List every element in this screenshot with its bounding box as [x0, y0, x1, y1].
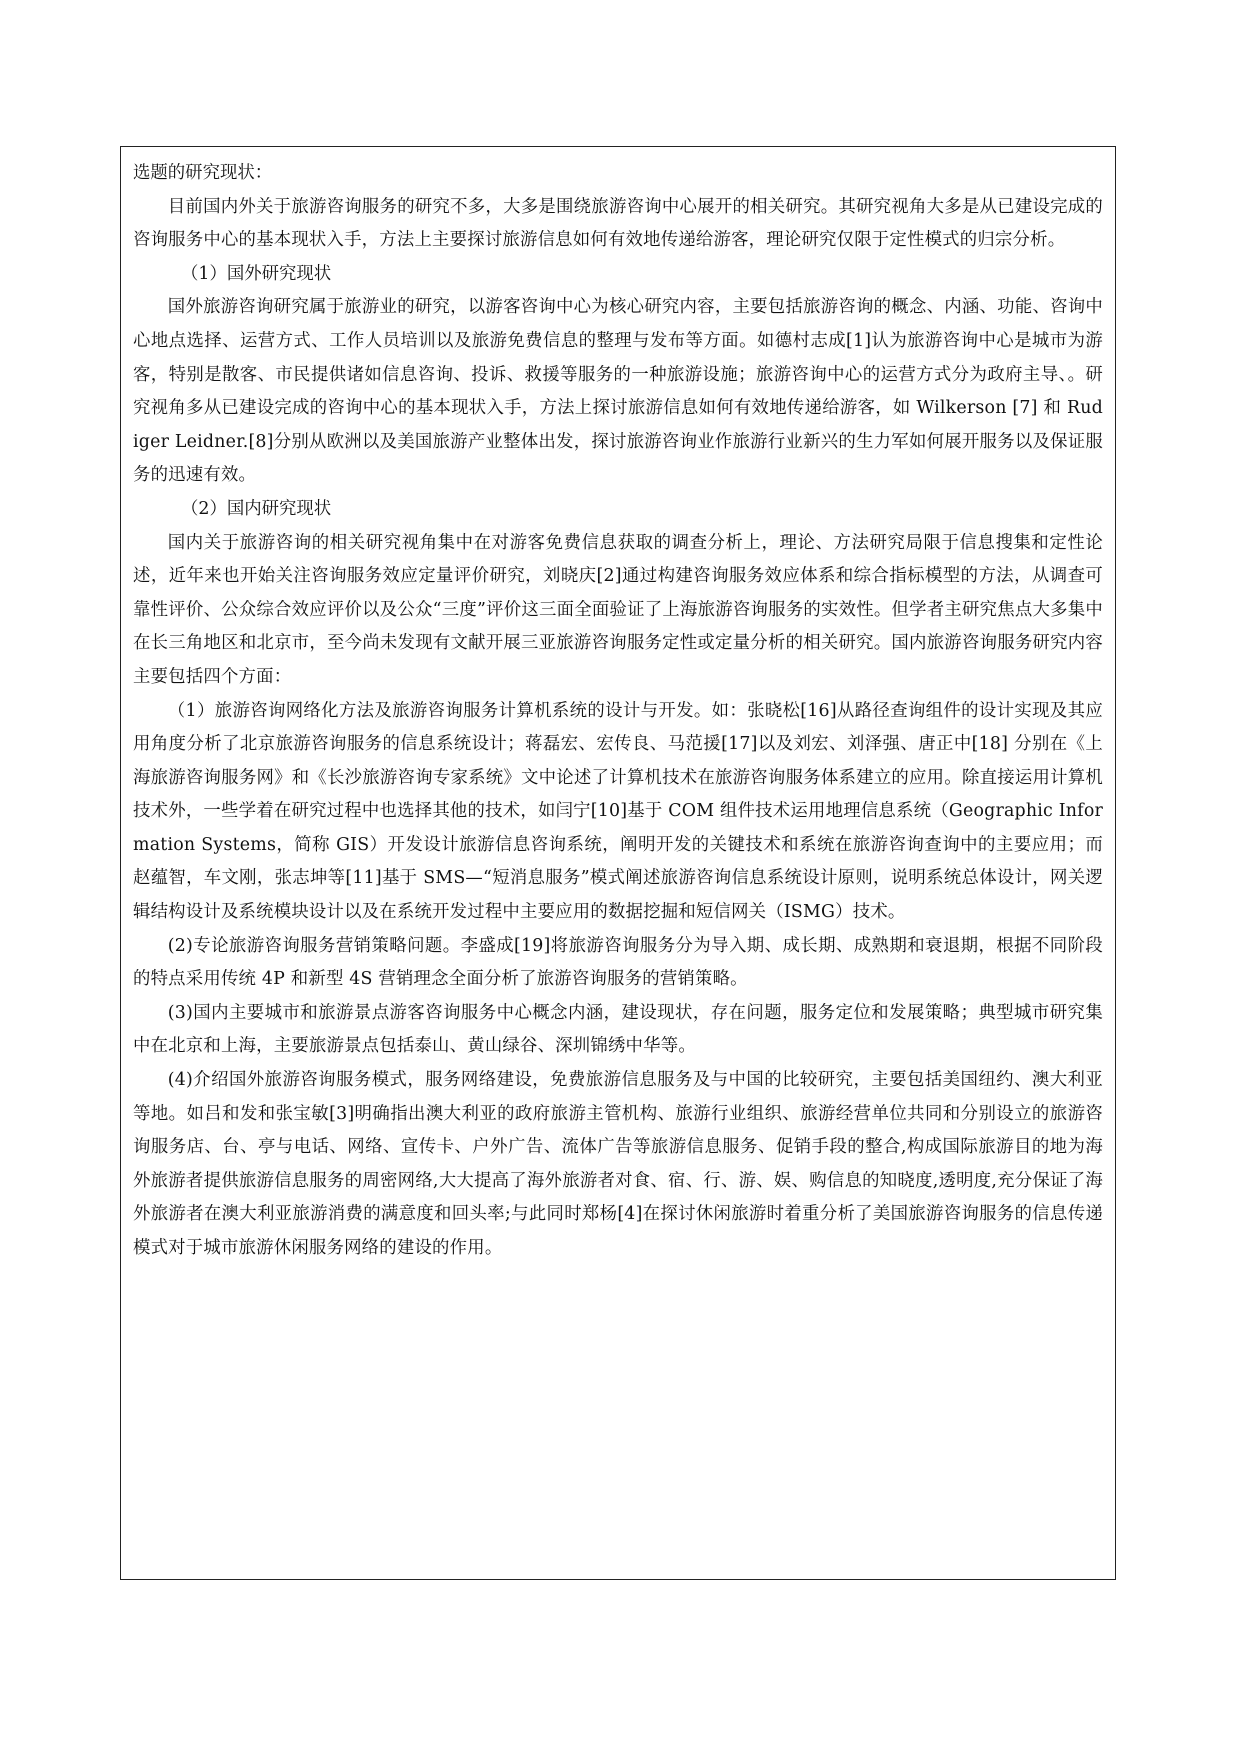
domestic-research-paragraph: 国内关于旅游咨询的相关研究视角集中在对游客免费信息获取的调查分析上，理论、方法研究局限于信息搜集和定性论述，近年来也开始关注咨询服务效应定量评价研究，刘晓庆[2]通过构建咨询服务效应体系和综合指标模型的方法，从调查可靠性评价、公众综合效应评价以及公众“三度”评价这三面全面验证了上海旅游咨询服务的实效性。但学者主研究焦点大多集中在长三角地区和北京市，至今尚未发现有文献开展三亚旅游咨询服务定性或定量分析的相关研究。国内旅游咨询服务研究内容主要包括四个方面：	[133, 532, 1103, 687]
domestic-item-2: (2)专论旅游咨询服务营销策略问题。李盛成[19]将旅游咨询服务分为导入期、成长期、成熟期和衰退期，根据不同阶段的特点采用传统 4P 和新型 4S 营销理念全面分析了旅游咨询服务的营销策略。	[133, 935, 1103, 990]
domestic-research-heading: （2）国内研究现状	[181, 498, 332, 519]
research-status-table-cell	[120, 146, 1116, 1580]
domestic-item-3: (3)国内主要城市和旅游景点游客咨询服务中心概念内涵，建设现状，存在问题，服务定位和发展策略；典型城市研究集中在北京和上海，主要旅游景点包括泰山、黄山绿谷、深圳锦绣中华等。	[133, 1002, 1103, 1057]
section-label: 选题的研究现状：	[133, 163, 273, 183]
intro-paragraph: 目前国内外关于旅游咨询服务的研究不多，大多是围绕旅游咨询中心展开的相关研究。其研究视角大多是从已建设完成的咨询服务中心的基本现状入手，方法上主要探讨旅游信息如何有效地传递给游客，理论研究仅限于定性模式的归宗分析。	[133, 196, 1103, 251]
domestic-item-4: (4)介绍国外旅游咨询服务模式，服务网络建设，免费旅游信息服务及与中国的比较研究，主要包括美国纽约、澳大利亚等地。如吕和发和张宝敏[3]明确指出澳大利亚的政府旅游主管机构、旅游行业组织、旅游经营单位共同和分别设立的旅游咨询服务店、台、亭与电话、网络、宣传卡、户外广告、流体广告等旅游信息服务、促销手段的整合,构成国际旅游目的地为海外旅游者提供旅游信息服务的周密网络,大大提高了海外旅游者对食、宿、行、游、娱、购信息的知晓度,透明度,充分保证了海外旅游者在澳大利亚旅游消费的满意度和回头率;与此同时郑杨[4]在探讨休闲旅游时着重分析了美国旅游咨询服务的信息传递模式对于城市旅游休闲服务网络的建设的作用。	[133, 1070, 1103, 1258]
domestic-item-1: （1）旅游咨询网络化方法及旅游咨询服务计算机系统的设计与开发。如：张晓松[16]从路径查询组件的设计实现及其应用角度分析了北京旅游咨询服务的信息系统设计；蒋磊宏、宏传良、马范援[17]以及刘宏、刘泽强、唐正中[18] 分别在《上海旅游咨询服务网》和《长沙旅游咨询专家系统》文中论述了计算机技术在旅游咨询服务体系建立的应用。除直接运用计算机技术外，一些学着在研究过程中也选择其他的技术，如闫宁[10]基于 COM 组件技术运用地理信息系统（Geographic Information Systems，简称 GIS）开发设计旅游信息咨询系统，阐明开发的关键技术和系统在旅游咨询查询中的主要应用；而赵蕴智，车文刚，张志坤等[11]基于 SMS—“短消息服务”模式阐述旅游咨询信息系统设计原则，说明系统总体设计，网关逻辑结构设计及系统模块设计以及在系统开发过程中主要应用的数据挖掘和短信网关（ISMG）技术。	[133, 700, 1103, 923]
foreign-research-paragraph: 国外旅游咨询研究属于旅游业的研究，以游客咨询中心为核心研究内容，主要包括旅游咨询的概念、内涵、功能、咨询中心地点选择、运营方式、工作人员培训以及旅游免费信息的整理与发布等方面。如德村志成[1]认为旅游咨询中心是城市为游客，特别是散客、市民提供诸如信息咨询、投诉、救援等服务的一种旅游设施；旅游咨询中心的运营方式分为政府主导、。研究视角多从已建设完成的咨询中心的基本现状入手，方法上探讨旅游信息如何有效地传递给游客，如 Wilkerson [7] 和 Rudiger Leidner.[8]分别从欧洲以及美国旅游产业整体出发，探讨旅游咨询业作旅游行业新兴的生力军如何展开服务以及保证服务的迅速有效。	[133, 297, 1103, 486]
foreign-research-heading: （1）国外研究现状	[181, 263, 332, 284]
